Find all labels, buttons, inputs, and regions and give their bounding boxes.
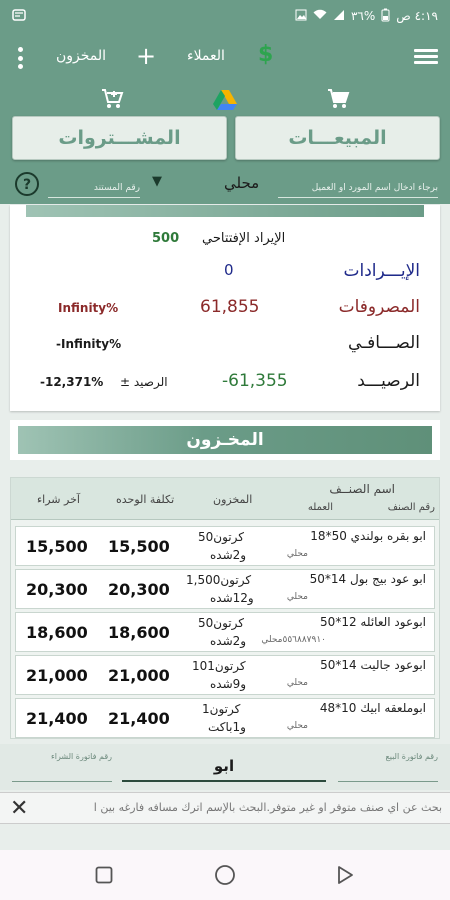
battery-icon <box>381 8 390 25</box>
last-purchase-value: 21,400 <box>26 709 88 728</box>
system-nav-bar <box>0 850 450 900</box>
stock-cartons: 50كرتون <box>198 616 244 630</box>
home-icon[interactable] <box>214 864 236 890</box>
stock-cartons: 50كرتون <box>198 530 244 544</box>
image-icon <box>295 9 307 24</box>
notification-icon <box>12 9 26 24</box>
unit-cost-value: 21,400 <box>108 709 170 728</box>
add-icon[interactable]: + <box>136 42 157 70</box>
header-item-name: اسم الصنــف <box>329 482 395 496</box>
more-vert-icon[interactable] <box>18 47 24 69</box>
back-icon[interactable] <box>336 865 354 889</box>
purchases-button[interactable]: المشـــتروات <box>12 116 227 160</box>
header-last-purchase: آخر شراء <box>37 493 80 506</box>
stock-units: و2شده <box>210 634 247 648</box>
item-search-input[interactable]: ابو <box>122 752 326 782</box>
item-name: ابوعود جاليت 14*50 <box>320 658 426 672</box>
bottom-inputs <box>0 744 450 790</box>
revenue-value: 0 <box>224 261 234 279</box>
wifi-icon <box>313 9 327 23</box>
recent-apps-icon[interactable] <box>95 866 113 888</box>
summary-card-header-strip <box>26 205 424 217</box>
doc-number-input[interactable]: رقم المستند <box>48 170 140 198</box>
customers-menu-item[interactable]: العملاء <box>187 48 225 64</box>
expenses-label: المصروفات <box>338 297 420 317</box>
google-drive-icon[interactable] <box>213 90 237 114</box>
item-name: ابو بقره بولندي 50*18 <box>310 529 426 543</box>
stock-units: و9شده <box>210 677 247 691</box>
table-row[interactable] <box>15 655 435 695</box>
inventory-title: المخـزون <box>18 426 432 454</box>
balance-label: الرصيـــد <box>357 371 420 391</box>
last-purchase-value: 18,600 <box>26 623 88 642</box>
close-icon[interactable]: ✕ <box>10 796 29 821</box>
unit-cost-value: 15,500 <box>108 537 170 556</box>
hamburger-menu-icon[interactable] <box>414 46 438 68</box>
balance-percent: -12,371% <box>40 375 104 389</box>
opening-value: 500 <box>152 231 180 246</box>
balance-small-label: ± الرصيد <box>120 375 168 389</box>
stock-units: و2شده <box>210 548 247 562</box>
battery-percent: %٣٦ <box>350 9 376 23</box>
table-header <box>11 478 439 520</box>
inventory-section-header <box>10 420 440 460</box>
expenses-value: 61,855 <box>200 297 260 317</box>
hint-bar <box>0 792 450 824</box>
item-name: ابو عود بيج بول 14*50 <box>309 572 426 586</box>
inventory-menu-item[interactable]: المخزون <box>56 48 107 64</box>
header-currency: العمله <box>307 502 333 513</box>
net-percent: -Infinity% <box>56 337 122 351</box>
help-icon[interactable] <box>14 171 40 201</box>
stock-cartons: 1كرتون <box>202 702 241 716</box>
shopping-cart-icon[interactable] <box>326 88 350 114</box>
net-label: الصـــافـي <box>347 333 420 353</box>
hint-text: بحث عن اي صنف متوفر او غير متوفر.البحث بالإسم اترك مسافه فارغه بين ا <box>93 801 442 814</box>
svg-text:?: ? <box>22 177 32 193</box>
status-time: ٤:١٩ ص <box>396 9 438 23</box>
item-name: ابوملعقه ابيك 10*48 <box>319 701 426 715</box>
last-purchase-value: 21,000 <box>26 666 88 685</box>
unit-cost-value: 20,300 <box>108 580 170 599</box>
app-toolbar <box>0 32 450 84</box>
item-origin: ٥٥٦٨٨٧٩١٠محلي <box>261 635 326 645</box>
summary-card <box>10 205 440 411</box>
search-area <box>0 164 450 204</box>
unit-cost-value: 18,600 <box>108 623 170 642</box>
stock-units: و1باكت <box>208 720 246 734</box>
item-origin: محلي <box>286 721 308 731</box>
tabs-area <box>0 84 450 164</box>
add-shopping-cart-icon[interactable] <box>100 88 124 114</box>
header-stock: المخزون <box>213 493 253 506</box>
item-origin: محلي <box>286 678 308 688</box>
revenue-label: الإيـــرادات <box>343 261 420 281</box>
dollar-icon[interactable]: $ <box>258 42 274 67</box>
balance-value: -61,355 <box>222 371 288 391</box>
stock-cartons: 1,500كرتون <box>186 573 252 587</box>
table-row[interactable] <box>15 569 435 609</box>
stock-units: و12شده <box>210 591 254 605</box>
header-unit-cost: تكلفة الوحده <box>116 493 175 506</box>
inventory-table <box>10 477 440 739</box>
last-purchase-value: 15,500 <box>26 537 88 556</box>
table-row[interactable] <box>15 612 435 652</box>
sales-button[interactable]: المبيعـــات <box>235 116 440 160</box>
type-select[interactable]: محلي <box>224 174 260 192</box>
expenses-percent: Infinity% <box>58 301 119 315</box>
opening-label: الإيراد الإفتتاحي <box>202 231 286 246</box>
item-name: ابوعود العائله 12*50 <box>320 615 426 629</box>
last-purchase-value: 20,300 <box>26 580 88 599</box>
dropdown-arrow-icon[interactable]: ▼ <box>152 174 162 189</box>
item-origin: محلي <box>286 549 308 559</box>
table-row[interactable] <box>15 526 435 566</box>
signal-icon <box>333 9 345 24</box>
item-origin: محلي <box>286 592 308 602</box>
status-bar <box>0 0 450 32</box>
table-row[interactable] <box>15 698 435 738</box>
stock-cartons: 101كرتون <box>192 659 246 673</box>
purchase-invoice-input[interactable]: رقم فاتورة الشراء <box>12 752 112 782</box>
unit-cost-value: 21,000 <box>108 666 170 685</box>
party-search-input[interactable]: برجاء ادخال اسم المورد او العميل <box>278 170 438 198</box>
header-item-code: رقم الصنف <box>387 502 435 513</box>
sale-invoice-input[interactable]: رقم فاتورة البيع <box>338 752 438 782</box>
